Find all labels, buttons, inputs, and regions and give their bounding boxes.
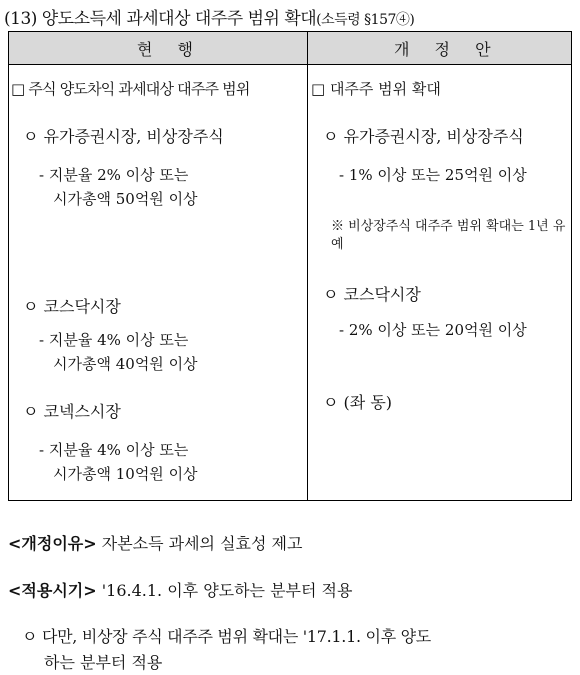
reason-text: 자본소득 과세의 실효성 제고 — [101, 534, 303, 553]
proposed-kosdaq-threshold: - 2% 이상 또는 20억원 이상 — [339, 321, 527, 339]
effective-text: '16.4.1. 이후 양도하는 분부터 적용 — [101, 581, 353, 600]
comparison-table — [8, 31, 572, 501]
amendment-reason — [8, 531, 302, 554]
current-market-kosdaq: ㅇ 코스닥시장 — [23, 297, 121, 316]
current-market-konex: ㅇ 코넥스시장 — [23, 402, 121, 421]
proposed-konex-same-as-left: ㅇ (좌 동) — [323, 393, 393, 412]
effective-label: <적용시기> — [8, 581, 97, 600]
current-scope-heading: □ 주식 양도차익 과세대상 대주주 범위 — [11, 80, 250, 98]
current-kospi-threshold-1: - 지분율 2% 이상 또는 — [39, 166, 189, 184]
current-konex-threshold-2: 시가총액 10억원 이상 — [53, 465, 198, 483]
current-konex-threshold-1: - 지분율 4% 이상 또는 — [39, 441, 189, 459]
effective-date — [8, 578, 352, 601]
header-proposed: 개 정 안 — [394, 40, 501, 59]
proposed-market-kosdaq: ㅇ 코스닥시장 — [323, 285, 421, 304]
proviso-line-1: ㅇ 다만, 비상장 주식 대주주 범위 확대는 '17.1.1. 이후 양도 — [22, 627, 431, 646]
column-divider — [307, 32, 308, 500]
proposed-kospi-threshold: - 1% 이상 또는 25억원 이상 — [339, 166, 527, 184]
reason-label: <개정이유> — [8, 534, 97, 553]
current-kosdaq-threshold-2: 시가총액 40억원 이상 — [53, 355, 198, 373]
proposed-scope-heading: □ 대주주 범위 확대 — [311, 80, 441, 98]
proposed-market-kospi: ㅇ 유가증권시장, 비상장주식 — [323, 127, 524, 146]
proposed-unlisted-deferral-note: ※ 비상장주식 대주주 범위 확대는 1년 유예 — [331, 219, 566, 252]
proviso-line-2: 하는 분부터 적용 — [44, 653, 163, 672]
current-market-kospi: ㅇ 유가증권시장, 비상장주식 — [23, 127, 224, 146]
current-kosdaq-threshold-1: - 지분율 4% 이상 또는 — [39, 331, 189, 349]
title-main: (13) 양도소득세 과세대상 대주주 범위 확대 — [4, 9, 317, 29]
section-title — [4, 4, 414, 29]
current-kospi-threshold-2: 시가총액 50억원 이상 — [53, 190, 198, 208]
title-legal-ref: (소득령 §157④) — [316, 12, 415, 28]
header-current: 현 행 — [137, 40, 203, 59]
